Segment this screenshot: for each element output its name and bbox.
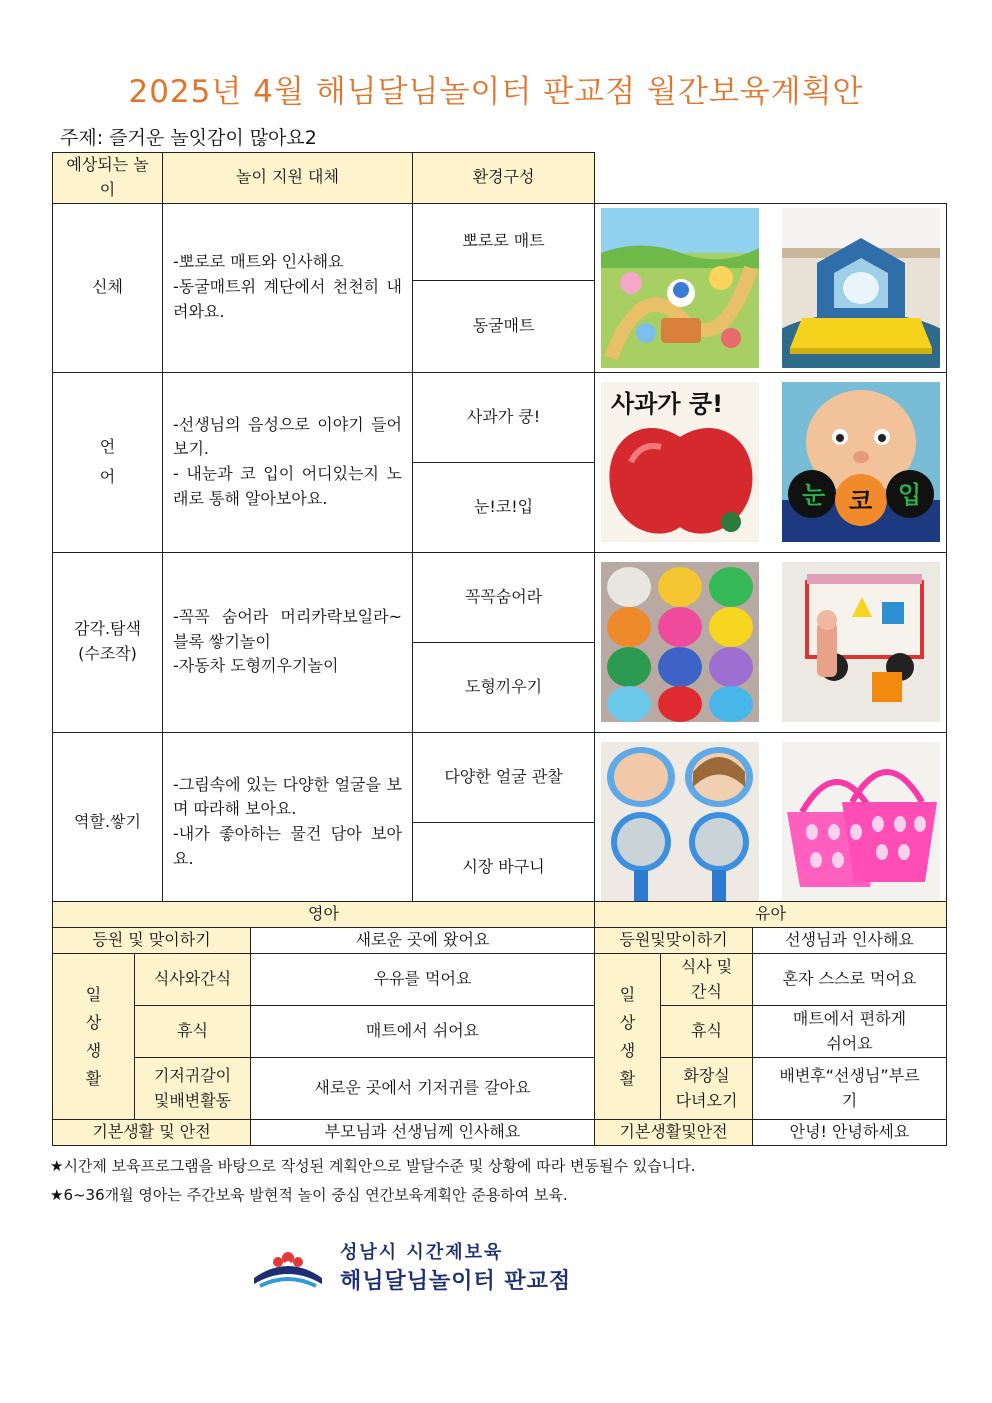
area-sensory: 감각.탐색 (수조작) bbox=[53, 552, 163, 732]
infant-meal-label: 식사와간식 bbox=[135, 954, 251, 1006]
apple-book-title: 사과가 쿵! bbox=[611, 390, 724, 419]
plan-table bbox=[52, 152, 947, 913]
toddler-meal-value: 혼자 스스로 먹어요 bbox=[753, 954, 947, 1006]
support-market-basket: 시장 바구니 bbox=[413, 822, 595, 912]
page-title: 2025년 4월 해님달님놀이터 판교점 월간보육계획안 bbox=[128, 74, 864, 110]
daily-life-table bbox=[52, 901, 947, 1146]
toddler-basic-value: 안녕! 안녕하세요 bbox=[753, 1120, 947, 1146]
logo-line-1: 성남시 시간제보육 bbox=[340, 1242, 504, 1263]
toddler-daily-label: 일 상 생 활 bbox=[595, 954, 661, 1120]
infant-diaper-value: 새로운 곳에서 기저귀를 갈아요 bbox=[251, 1058, 595, 1120]
note-2: ★6~36개월 영아는 주간보육 발현적 놀이 중심 연간보육계획안 준용하여 보육. bbox=[50, 1186, 568, 1204]
support-shape-insert: 도형끼우기 bbox=[413, 642, 595, 732]
env-images-language bbox=[595, 372, 947, 552]
infant-rest-value: 매트에서 쉬어요 bbox=[251, 1006, 595, 1058]
toddler-toilet-value: 배변후“선생님”부르 기 bbox=[753, 1058, 947, 1120]
infant-daily-label: 일 상 생 활 bbox=[53, 954, 135, 1120]
toddler-basic-label: 기본생활및안전 bbox=[595, 1120, 753, 1146]
area-physical: 신체 bbox=[53, 203, 163, 372]
toddler-rest-value: 매트에서 편하게 쉬어요 bbox=[753, 1006, 947, 1058]
desc-sensory: -꼭꼭 숨어라 머리카락보일라~ 블록 쌓기놀이 -자동차 도형끼우기놀이 bbox=[163, 552, 413, 732]
infant-arrival-label: 등원 및 맞이하기 bbox=[53, 928, 251, 954]
apple-book-image bbox=[601, 382, 759, 542]
desc-language: -선생님의 음성으로 이야기 들어보기. - 내눈과 코 입이 어디있는지 노래로 통해 알아보아요. bbox=[163, 372, 413, 552]
env-images-sensory bbox=[595, 552, 947, 732]
footer-logo bbox=[250, 1238, 571, 1295]
pororo-mat-image bbox=[601, 208, 759, 368]
toddler-rest-label: 휴식 bbox=[661, 1006, 753, 1058]
support-apple-book: 사과가 쿵! bbox=[413, 372, 595, 462]
infant-basic-value: 부모님과 선생님께 인사해요 bbox=[251, 1120, 595, 1146]
toddler-meal-label: 식사 및 간식 bbox=[661, 954, 753, 1006]
svg-text:눈: 눈 bbox=[802, 481, 826, 510]
market-basket-image bbox=[782, 742, 940, 902]
infant-arrival-value: 새로운 곳에 왔어요 bbox=[251, 928, 595, 954]
infant-rest-label: 휴식 bbox=[135, 1006, 251, 1058]
note-1: ★시간제 보육프로그램을 바탕으로 작성된 계획안으로 발달수준 및 상황에 따라 변동될수 있습니다. bbox=[50, 1157, 696, 1175]
svg-text:코: 코 bbox=[849, 487, 873, 516]
env-images-role bbox=[595, 732, 947, 912]
area-role: 역할.쌓기 bbox=[53, 732, 163, 912]
shape-truck-image bbox=[782, 562, 940, 722]
seongnam-emblem-icon bbox=[250, 1244, 326, 1290]
toddler-arrival-value: 선생님과 인사해요 bbox=[753, 928, 947, 954]
face-mirror-image bbox=[601, 742, 759, 902]
support-various-faces: 다양한 얼굴 관찰 bbox=[413, 732, 595, 822]
support-cave-mat: 동굴매트 bbox=[413, 280, 595, 372]
egg-toys-image bbox=[601, 562, 759, 722]
area-language: 언 어 bbox=[53, 372, 163, 552]
cave-mat-image bbox=[782, 208, 940, 368]
notes bbox=[50, 1152, 696, 1210]
support-hide-and-seek: 꼭꼭숨어라 bbox=[413, 552, 595, 642]
infant-diaper-label: 기저귀갈이 및배변활동 bbox=[135, 1058, 251, 1120]
infant-meal-value: 우유를 먹어요 bbox=[251, 954, 595, 1006]
toddler-arrival-label: 등원및맞이하기 bbox=[595, 928, 753, 954]
env-images-physical bbox=[595, 203, 947, 372]
toddler-header: 유아 bbox=[595, 902, 947, 928]
header-environment: 환경구성 bbox=[413, 153, 595, 204]
topic-line: 주제: 즐거운 놀잇감이 많아요2 bbox=[60, 127, 317, 149]
support-pororo-mat: 뽀로로 매트 bbox=[413, 203, 595, 280]
infant-basic-label: 기본생활 및 안전 bbox=[53, 1120, 251, 1146]
svg-text:입: 입 bbox=[898, 481, 922, 510]
desc-physical: -뽀로로 매트와 인사해요 -동굴매트위 계단에서 천천히 내려와요. bbox=[163, 203, 413, 372]
header-play-support: 놀이 지원 대체 bbox=[163, 153, 413, 204]
logo-line-2: 해님달님놀이터 판교점 bbox=[340, 1269, 572, 1294]
nose-book-image bbox=[782, 382, 940, 542]
desc-role: -그림속에 있는 다양한 얼굴을 보며 따라해 보아요. -내가 좋아하는 물건 담아 보아요. bbox=[163, 732, 413, 912]
toddler-toilet-label: 화장실 다녀오기 bbox=[661, 1058, 753, 1120]
support-eyes-nose-mouth: 눈!코!입 bbox=[413, 462, 595, 552]
infant-header: 영아 bbox=[53, 902, 595, 928]
header-expected-play: 예상되는 놀이 bbox=[53, 153, 163, 204]
